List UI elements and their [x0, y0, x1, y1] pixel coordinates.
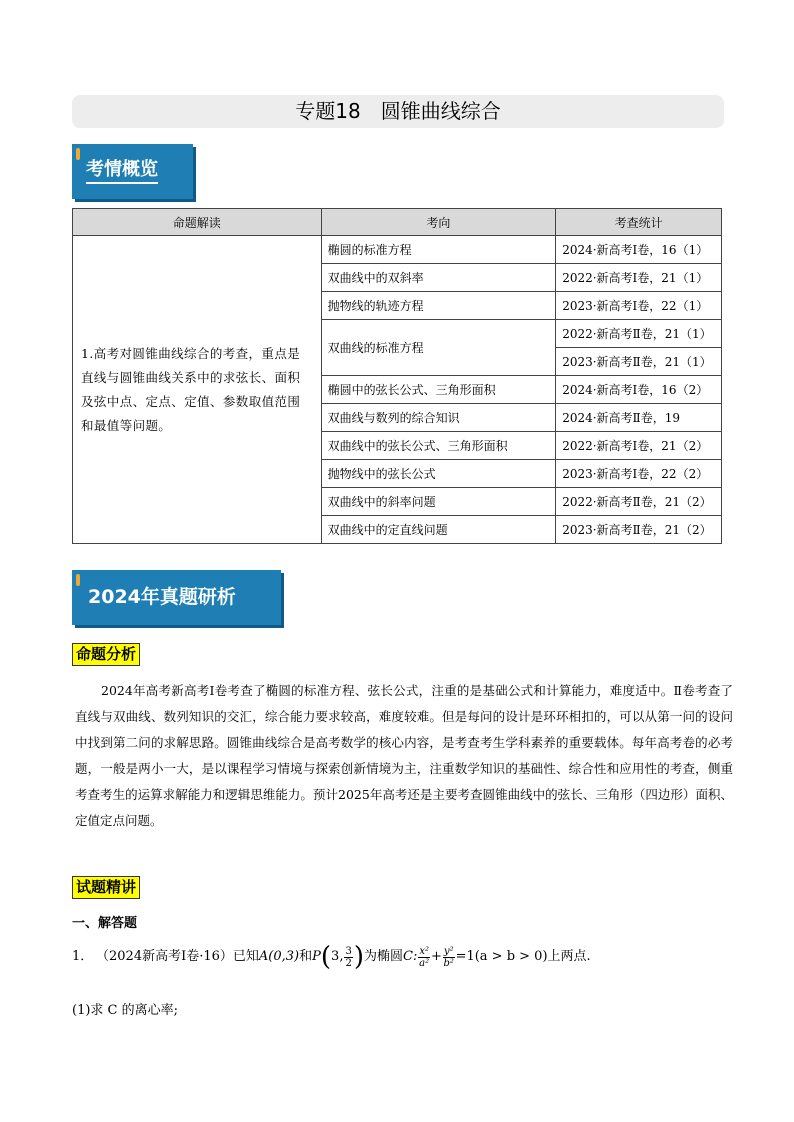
fraction-denominator: 2 [345, 957, 352, 969]
table-row [73, 236, 722, 264]
x-squared: x² [419, 945, 429, 957]
topic-cell: 椭圆的标准方程 [321, 236, 556, 264]
stat-cell: 2024·新高考Ⅰ卷，16（1） [556, 236, 722, 264]
paren-close: ) [353, 942, 364, 972]
equation-rhs: =1(a > b > 0) [455, 949, 548, 964]
y-fraction [443, 946, 455, 969]
b-squared: b² [443, 957, 454, 969]
topic-cell: 椭圆中的弦长公式、三角形面积 [321, 376, 556, 404]
curve-name: C: [403, 949, 418, 964]
topic-cell: 双曲线中的弦长公式、三角形面积 [321, 432, 556, 460]
question-1 [72, 944, 591, 970]
exam-analysis-banner [72, 570, 281, 625]
analysis-paragraph: 2024年高考新高考Ⅰ卷考查了椭圆的标准方程、弦长公式，注重的是基础公式和计算能力，难度适中。Ⅱ卷考查了直线与双曲线、数列知识的交汇，综合能力要求较高，难度较难。但是每问的设计是环环相扣的，可以从第一问的设问中找到第二问的求解思路。圆锥曲线综合是高考数学的核心内容，是考查考生学科素养的重要载体。每年高考卷的必考题，一般是两小一大，是以课程学习情境与探索创新情境为主，注重数学知识的基础性、综合性和应用性的考查，侧重考查考生的运算求解能力和逻辑思维能力。预计2025年高考还是主要考查圆锥曲线中的弦长、三角形（四边形）面积、定值定点问题。 [75, 683, 733, 828]
point-p-label: P [312, 949, 321, 964]
stat-cell: 2024·新高考Ⅰ卷，16（2） [556, 376, 722, 404]
question-number: 1． [72, 949, 94, 964]
topic-cell: 双曲线中的双斜率 [321, 264, 556, 292]
reading-cell: 1.高考对圆锥曲线综合的考查，重点是直线与圆锥曲线关系中的求弦长、面积及弦中点、定点、定值、参数取值范围和最值等问题。 [73, 236, 322, 544]
stat-cell: 2023·新高考Ⅰ卷，22（1） [556, 292, 722, 320]
fraction-numerator: 3 [345, 945, 352, 957]
plus-sign: + [430, 949, 442, 964]
header-reading: 命题解读 [73, 209, 322, 236]
stat-cell: 2022·新高考Ⅱ卷，21（2） [556, 488, 722, 516]
stat-cell: 2022·新高考Ⅰ卷，21（1） [556, 264, 722, 292]
stat-cell: 2023·新高考Ⅱ卷，21（1） [556, 348, 722, 376]
header-stats: 考查统计 [556, 209, 722, 236]
section-heading: 一、解答题 [72, 916, 138, 931]
question-tail: 上两点. [547, 949, 591, 964]
stat-cell: 2022·新高考Ⅱ卷，21（1） [556, 320, 722, 348]
overview-banner-label: 考情概览 [86, 159, 158, 184]
topic-cell: 双曲线中的定直线问题 [321, 516, 556, 544]
topic-cell: 抛物线中的弦长公式 [321, 460, 556, 488]
exam-stats-table [72, 208, 722, 544]
topic-cell: 双曲线中的斜率问题 [321, 488, 556, 516]
point-a: A(0,3) [258, 949, 300, 964]
paren-open: ( [320, 942, 332, 972]
point-p-x: 3, [331, 949, 344, 964]
stat-cell: 2022·新高考Ⅰ卷，21（2） [556, 432, 722, 460]
exam-analysis-banner-label: 2024年真题研析 [88, 586, 236, 608]
point-p-y-fraction [344, 946, 352, 969]
overview-banner [72, 144, 193, 199]
page-title: 专题18 圆锥曲线综合 [72, 95, 724, 128]
a-squared: a² [419, 957, 430, 969]
banner-marker-icon [76, 574, 80, 586]
question-is: 为椭圆 [363, 949, 403, 964]
table-header-row [73, 209, 722, 236]
topic-cell: 抛物线的轨迹方程 [321, 292, 556, 320]
stat-cell: 2023·新高考Ⅱ卷，21（2） [556, 516, 722, 544]
y-squared: y² [443, 945, 454, 957]
topic-cell: 双曲线的标准方程 [321, 320, 556, 376]
question-and: 和 [299, 949, 313, 964]
question-part-1: (1)求 C 的离心率; [72, 1003, 179, 1018]
stat-cell: 2024·新高考Ⅱ卷，19 [556, 404, 722, 432]
stat-cell: 2023·新高考Ⅰ卷，22（2） [556, 460, 722, 488]
x-fraction [418, 946, 430, 969]
topic-cell: 双曲线与数列的综合知识 [321, 404, 556, 432]
analysis-tag: 命题分析 [72, 643, 140, 666]
banner-marker-icon [76, 148, 80, 160]
explanation-tag: 试题精讲 [72, 876, 140, 899]
question-source: （2024新高考Ⅰ卷·16）已知 [96, 949, 259, 964]
header-topic: 考向 [321, 209, 556, 236]
